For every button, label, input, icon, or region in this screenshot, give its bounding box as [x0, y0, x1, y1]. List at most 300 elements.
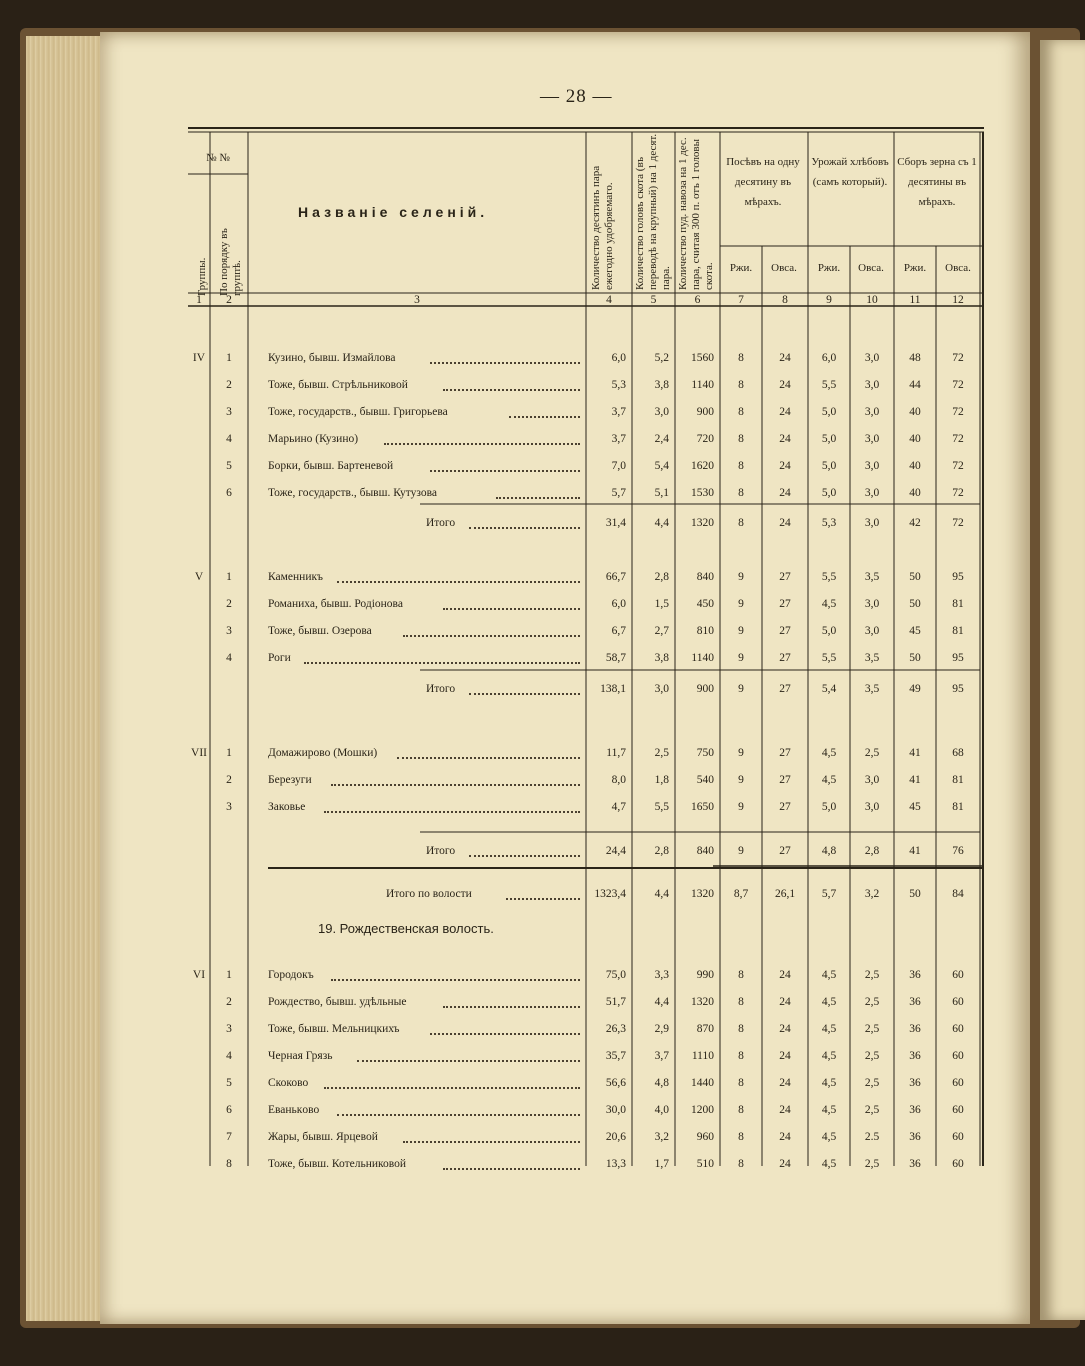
cell-value: 5,0	[821, 406, 837, 418]
cell-value: 900	[696, 683, 714, 695]
cell-value: 5,0	[821, 625, 837, 637]
cell-value: 840	[696, 571, 714, 583]
cell-value: 5,4	[654, 460, 669, 472]
leader-dots	[337, 1114, 580, 1116]
row-order: 5	[226, 1077, 232, 1089]
cell-value: 45	[909, 625, 921, 637]
cell-value: 2,5	[864, 1104, 880, 1116]
cell-value: 4,4	[654, 517, 669, 529]
cell-value: 138,1	[600, 683, 626, 695]
leader-dots	[430, 1033, 580, 1035]
village-name: Заковье	[268, 801, 306, 813]
cell-value: 3,8	[654, 379, 669, 391]
cell-value: 3,0	[864, 774, 880, 786]
cell-value: 2,5	[864, 1050, 880, 1062]
row-order: 4	[226, 1050, 232, 1062]
row-order: 4	[226, 652, 232, 664]
section-title: 19. Рождественская волость.	[318, 921, 494, 936]
table-grid	[188, 126, 984, 1166]
leader-dots	[384, 443, 580, 445]
cell-value: 3,0	[864, 460, 880, 472]
cell-value: 60	[952, 1158, 964, 1170]
cell-value: 35,7	[605, 1050, 626, 1062]
column-number: 6	[694, 294, 701, 306]
cell-value: 4,8	[821, 845, 837, 857]
cell-value: 84	[952, 888, 964, 900]
cell-value: 27	[779, 774, 791, 786]
cell-value: 4,5	[821, 1077, 837, 1089]
cell-value: 2,5	[654, 747, 669, 759]
cell-value: 8	[738, 969, 744, 981]
cell-value: 41	[909, 774, 921, 786]
cell-value: 4,4	[654, 888, 669, 900]
row-order: 3	[226, 1023, 232, 1035]
cell-value: 3,7	[611, 433, 626, 445]
cell-value: 9	[738, 652, 744, 664]
cell-value: 4,0	[654, 1104, 669, 1116]
cell-value: 4,7	[611, 801, 626, 813]
cell-value: 1530	[691, 487, 714, 499]
cell-value: 1650	[691, 801, 714, 813]
cell-value: 3,5	[864, 571, 880, 583]
cell-value: 24,4	[605, 845, 626, 857]
col5-header: Количество головъ скота (въ переводѣ на крупный) на 1 десят. пара.	[634, 133, 672, 290]
col6-header: Количество пуд. навоза на 1 дес. пара, считая 300 п. отъ 1 головы скота.	[677, 137, 715, 290]
cell-value: 5,5	[654, 801, 669, 813]
cell-value: 24	[779, 1077, 791, 1089]
cell-value: 1620	[691, 460, 714, 472]
cell-value: 27	[779, 845, 791, 857]
harvest-oats: Овса.	[858, 262, 884, 274]
order-header: По порядку въ группѣ.	[218, 228, 243, 296]
cell-value: 5,5	[821, 379, 837, 391]
cell-value: 2,9	[654, 1023, 669, 1035]
page-number: — 28 —	[540, 86, 613, 107]
cell-value: 1560	[691, 352, 714, 364]
cell-value: 24	[779, 1104, 791, 1116]
cell-value: 36	[909, 1023, 921, 1035]
cell-value: 27	[779, 747, 791, 759]
name-header: Названіе селеній.	[298, 204, 489, 220]
cell-value: 3,5	[864, 683, 880, 695]
row-order: 7	[226, 1131, 232, 1143]
cell-value: 45	[909, 801, 921, 813]
cell-value: 9	[738, 625, 744, 637]
cell-value: 24	[779, 352, 791, 364]
leader-dots	[331, 979, 580, 981]
cell-value: 36	[909, 996, 921, 1008]
harvest-rye: Ржи.	[817, 262, 841, 274]
row-order: 5	[226, 460, 232, 472]
cell-value: 3,0	[864, 598, 880, 610]
village-name: Кузино, бывш. Измайлова	[268, 352, 396, 364]
cell-value: 8	[738, 1050, 744, 1062]
cell-value: 36	[909, 969, 921, 981]
cell-value: 42	[909, 517, 921, 529]
cell-value: 4,8	[654, 1077, 669, 1089]
cell-value: 81	[952, 801, 964, 813]
leader-dots	[430, 362, 580, 364]
group-number: IV	[192, 352, 206, 364]
row-order: 4	[226, 433, 232, 445]
column-number: 5	[650, 294, 657, 306]
cell-value: 990	[696, 969, 714, 981]
cell-value: 26,1	[774, 888, 796, 900]
cell-value: 1323,4	[594, 888, 626, 900]
leader-dots	[443, 608, 580, 610]
leader-dots	[403, 635, 580, 637]
leader-dots	[443, 389, 580, 391]
row-order: 1	[226, 747, 232, 759]
cell-value: 5,0	[821, 801, 837, 813]
cell-value: 5,3	[611, 379, 626, 391]
cell-value: 44	[909, 379, 921, 391]
cell-value: 2,5	[864, 969, 880, 981]
row-order: 2	[226, 598, 232, 610]
cell-value: 51,7	[605, 996, 626, 1008]
col4-header: Количество десятинъ пара ежегодно удобряемаго.	[590, 165, 615, 290]
cell-value: 2,5	[864, 1158, 880, 1170]
village-name: Марьино (Кузино)	[268, 433, 359, 445]
village-name: Скоково	[268, 1077, 309, 1089]
cell-value: 1110	[691, 1050, 714, 1062]
cell-value: 6,0	[821, 352, 837, 364]
cell-value: 72	[952, 352, 964, 364]
cell-value: 720	[696, 433, 714, 445]
cell-value: 4,5	[821, 1023, 837, 1035]
cell-value: 3,5	[864, 652, 880, 664]
cell-value: 5,1	[654, 487, 669, 499]
cell-value: 4,5	[821, 996, 837, 1008]
cell-value: 3,7	[654, 1050, 669, 1062]
sowing-oats: Овса.	[771, 262, 797, 274]
cell-value: 75,0	[605, 969, 626, 981]
cell-value: 4,4	[654, 996, 669, 1008]
column-number: 1	[196, 294, 202, 306]
cell-value: 24	[779, 1050, 791, 1062]
cell-value: 3,0	[864, 406, 880, 418]
cell-value: 60	[952, 996, 964, 1008]
cell-value: 8	[738, 1104, 744, 1116]
cell-value: 95	[952, 652, 964, 664]
leader-dots	[443, 1006, 580, 1008]
leader-dots	[506, 898, 580, 900]
cell-value: 1320	[691, 888, 714, 900]
village-name: Тоже, бывш. Котельниковой	[268, 1158, 407, 1170]
cell-value: 3,2	[654, 1131, 669, 1143]
leader-dots	[304, 662, 580, 664]
cell-value: 40	[909, 433, 921, 445]
total-label: Итого	[426, 517, 456, 529]
cell-value: 60	[952, 1077, 964, 1089]
cell-value: 26,3	[605, 1023, 626, 1035]
village-name: Рождество, бывш. удѣльные	[268, 996, 407, 1008]
cell-value: 5,7	[821, 888, 837, 900]
total-label: Итого	[426, 683, 456, 695]
row-order: 3	[226, 625, 232, 637]
column-number: 11	[909, 294, 921, 306]
cell-value: 36	[909, 1077, 921, 1089]
cell-value: 8	[738, 1158, 744, 1170]
cell-value: 9	[738, 683, 744, 695]
cell-value: 5,3	[821, 517, 837, 529]
cell-value: 960	[696, 1131, 714, 1143]
cell-value: 5,7	[611, 487, 626, 499]
column-number: 2	[226, 294, 232, 306]
cell-value: 2,5	[864, 996, 880, 1008]
cell-value: 4,5	[821, 969, 837, 981]
cell-value: 2.5	[864, 1131, 880, 1143]
cell-value: 60	[952, 1050, 964, 1062]
yield-rye: Ржи.	[903, 262, 927, 274]
cell-value: 5,4	[821, 683, 837, 695]
cell-value: 24	[779, 460, 791, 472]
row-order: 6	[226, 1104, 232, 1116]
cell-value: 24	[779, 1158, 791, 1170]
column-number: 8	[782, 294, 788, 306]
groups-header: Группы.	[196, 257, 208, 296]
village-name: Домажирово (Мошки)	[268, 747, 378, 759]
cell-value: 900	[696, 406, 714, 418]
cell-value: 2,4	[654, 433, 669, 445]
cell-value: 95	[952, 683, 964, 695]
village-name: Жары, бывш. Ярцевой	[268, 1131, 378, 1143]
row-order: 8	[226, 1158, 232, 1170]
cell-value: 36	[909, 1104, 921, 1116]
cell-value: 4,5	[821, 1158, 837, 1170]
cell-value: 2,8	[654, 571, 669, 583]
cell-value: 540	[696, 774, 714, 786]
column-number: 12	[952, 294, 964, 306]
cell-value: 58,7	[605, 652, 626, 664]
cell-value: 24	[779, 433, 791, 445]
cell-value: 27	[779, 625, 791, 637]
cell-value: 3,8	[654, 652, 669, 664]
cell-value: 5,5	[821, 571, 837, 583]
row-order: 1	[226, 571, 232, 583]
cell-value: 36	[909, 1050, 921, 1062]
cell-value: 31,4	[605, 517, 626, 529]
cell-value: 8	[738, 460, 744, 472]
column-number: 9	[826, 294, 832, 306]
cell-value: 24	[779, 517, 791, 529]
cell-value: 450	[696, 598, 714, 610]
cell-value: 4,5	[821, 1050, 837, 1062]
leader-dots	[469, 855, 580, 857]
cell-value: 2,5	[864, 747, 880, 759]
cell-value: 24	[779, 406, 791, 418]
cell-value: 9	[738, 747, 744, 759]
cell-value: 4,5	[821, 774, 837, 786]
leader-dots	[443, 1168, 580, 1170]
village-name: Тоже, бывш. Мельницкихъ	[268, 1023, 400, 1035]
cell-value: 9	[738, 845, 744, 857]
cell-value: 24	[779, 379, 791, 391]
cell-value: 2,7	[654, 625, 669, 637]
cell-value: 8	[738, 1077, 744, 1089]
cell-value: 8	[738, 379, 744, 391]
village-name: Тоже, государств., бывш. Григорьева	[268, 406, 448, 418]
cell-value: 2,5	[864, 1023, 880, 1035]
cell-value: 56,6	[605, 1077, 626, 1089]
cell-value: 1,8	[654, 774, 669, 786]
cell-value: 50	[909, 598, 921, 610]
cell-value: 5,5	[821, 652, 837, 664]
cell-value: 27	[779, 571, 791, 583]
cell-value: 1140	[691, 379, 714, 391]
cell-value: 95	[952, 571, 964, 583]
cell-value: 8	[738, 1023, 744, 1035]
cell-value: 81	[952, 774, 964, 786]
harvest-header: Урожай хлѣбовъ (самъ который).	[811, 156, 889, 188]
cell-value: 24	[779, 996, 791, 1008]
cell-value: 3,7	[611, 406, 626, 418]
cell-value: 50	[909, 571, 921, 583]
village-name: Еванькoво	[268, 1104, 320, 1116]
cell-value: 4,5	[821, 747, 837, 759]
cell-value: 3,0	[654, 683, 669, 695]
cell-value: 7,0	[611, 460, 626, 472]
yield-header: Сборъ зерна съ 1 десятины въ мѣрахъ.	[897, 156, 977, 208]
leader-dots	[357, 1060, 580, 1062]
cell-value: 4,5	[821, 1104, 837, 1116]
cell-value: 27	[779, 598, 791, 610]
cell-value: 5,2	[654, 352, 669, 364]
cell-value: 49	[909, 683, 921, 695]
village-name: Борки, бывш. Бартеневой	[268, 460, 394, 472]
cell-value: 76	[952, 845, 964, 857]
cell-value: 72	[952, 517, 964, 529]
cell-value: 1320	[691, 517, 714, 529]
cell-value: 40	[909, 460, 921, 472]
cell-value: 40	[909, 487, 921, 499]
column-number: 7	[738, 294, 744, 306]
leader-dots	[397, 757, 580, 759]
cell-value: 9	[738, 598, 744, 610]
cell-value: 81	[952, 598, 964, 610]
cell-value: 24	[779, 969, 791, 981]
village-name: Каменникъ	[268, 571, 324, 583]
cell-value: 72	[952, 379, 964, 391]
cell-value: 1140	[691, 652, 714, 664]
cell-value: 72	[952, 433, 964, 445]
cell-value: 66,7	[605, 571, 626, 583]
cell-value: 72	[952, 406, 964, 418]
cell-value: 81	[952, 625, 964, 637]
cell-value: 3,0	[864, 517, 880, 529]
cell-value: 5,0	[821, 460, 837, 472]
data-table	[188, 126, 984, 1170]
village-name: Березуги	[268, 774, 312, 786]
cell-value: 1,7	[654, 1158, 669, 1170]
row-order: 2	[226, 379, 232, 391]
cell-value: 5,0	[821, 433, 837, 445]
cell-value: 9	[738, 801, 744, 813]
cell-value: 11,7	[606, 747, 626, 759]
group-number: VII	[191, 747, 207, 759]
cell-value: 510	[696, 1158, 714, 1170]
column-number: 10	[866, 294, 878, 306]
cell-value: 3,0	[864, 801, 880, 813]
leader-dots	[324, 811, 580, 813]
cell-value: 48	[909, 352, 921, 364]
cell-value: 40	[909, 406, 921, 418]
leader-dots	[496, 497, 580, 499]
cell-value: 1,5	[654, 598, 669, 610]
group-number: V	[194, 571, 204, 583]
cell-value: 8	[738, 996, 744, 1008]
cell-value: 3,0	[864, 352, 880, 364]
cell-value: 8,0	[611, 774, 626, 786]
leader-dots	[430, 470, 580, 472]
cell-value: 810	[696, 625, 714, 637]
cell-value: 72	[952, 460, 964, 472]
cell-value: 50	[909, 652, 921, 664]
cell-value: 3,3	[654, 969, 669, 981]
row-order: 1	[226, 969, 232, 981]
leader-dots	[324, 1087, 580, 1089]
cell-value: 41	[909, 747, 921, 759]
cell-value: 6,0	[611, 352, 626, 364]
cell-value: 24	[779, 1131, 791, 1143]
cell-value: 30,0	[605, 1104, 626, 1116]
cell-value: 8	[738, 406, 744, 418]
cell-value: 8	[738, 1131, 744, 1143]
cell-value: 870	[696, 1023, 714, 1035]
cell-value: 1320	[691, 996, 714, 1008]
row-order: 2	[226, 774, 232, 786]
group-number: VI	[192, 969, 206, 981]
cell-value: 60	[952, 1023, 964, 1035]
cell-value: 1440	[691, 1077, 714, 1089]
cell-value: 8	[738, 487, 744, 499]
leader-dots	[469, 693, 580, 695]
cell-value: 60	[952, 1131, 964, 1143]
leader-dots	[331, 784, 580, 786]
next-page	[1040, 40, 1085, 1320]
cell-value: 3,0	[654, 406, 669, 418]
yield-oats: Овса.	[945, 262, 971, 274]
sowing-rye: Ржи.	[729, 262, 753, 274]
cell-value: 41	[909, 845, 921, 857]
cell-value: 20,6	[605, 1131, 626, 1143]
cell-value: 36	[909, 1131, 921, 1143]
cell-value: 1200	[691, 1104, 714, 1116]
cell-value: 24	[779, 1023, 791, 1035]
cell-value: 9	[738, 571, 744, 583]
cell-value: 6,0	[611, 598, 626, 610]
cell-value: 50	[909, 888, 921, 900]
cell-value: 8	[738, 517, 744, 529]
cell-value: 8	[738, 433, 744, 445]
cell-value: 2,8	[864, 845, 880, 857]
cell-value: 24	[779, 487, 791, 499]
row-order: 1	[226, 352, 232, 364]
cell-value: 4,5	[821, 1131, 837, 1143]
village-name: Тоже, государств., бывш. Кутузова	[268, 487, 438, 499]
cell-value: 2,8	[654, 845, 669, 857]
cell-value: 5,0	[821, 487, 837, 499]
village-name: Тоже, бывш. Озерова	[268, 625, 372, 637]
total-label: Итого по волости	[386, 888, 472, 900]
village-name: Черная Грязь	[268, 1050, 333, 1062]
row-order: 3	[226, 801, 232, 813]
cell-value: 4,5	[821, 598, 837, 610]
cell-value: 8	[738, 352, 744, 364]
village-name: Роги	[268, 652, 291, 664]
village-name: Тоже, бывш. Стрѣльниковой	[268, 379, 408, 391]
cell-value: 27	[779, 801, 791, 813]
